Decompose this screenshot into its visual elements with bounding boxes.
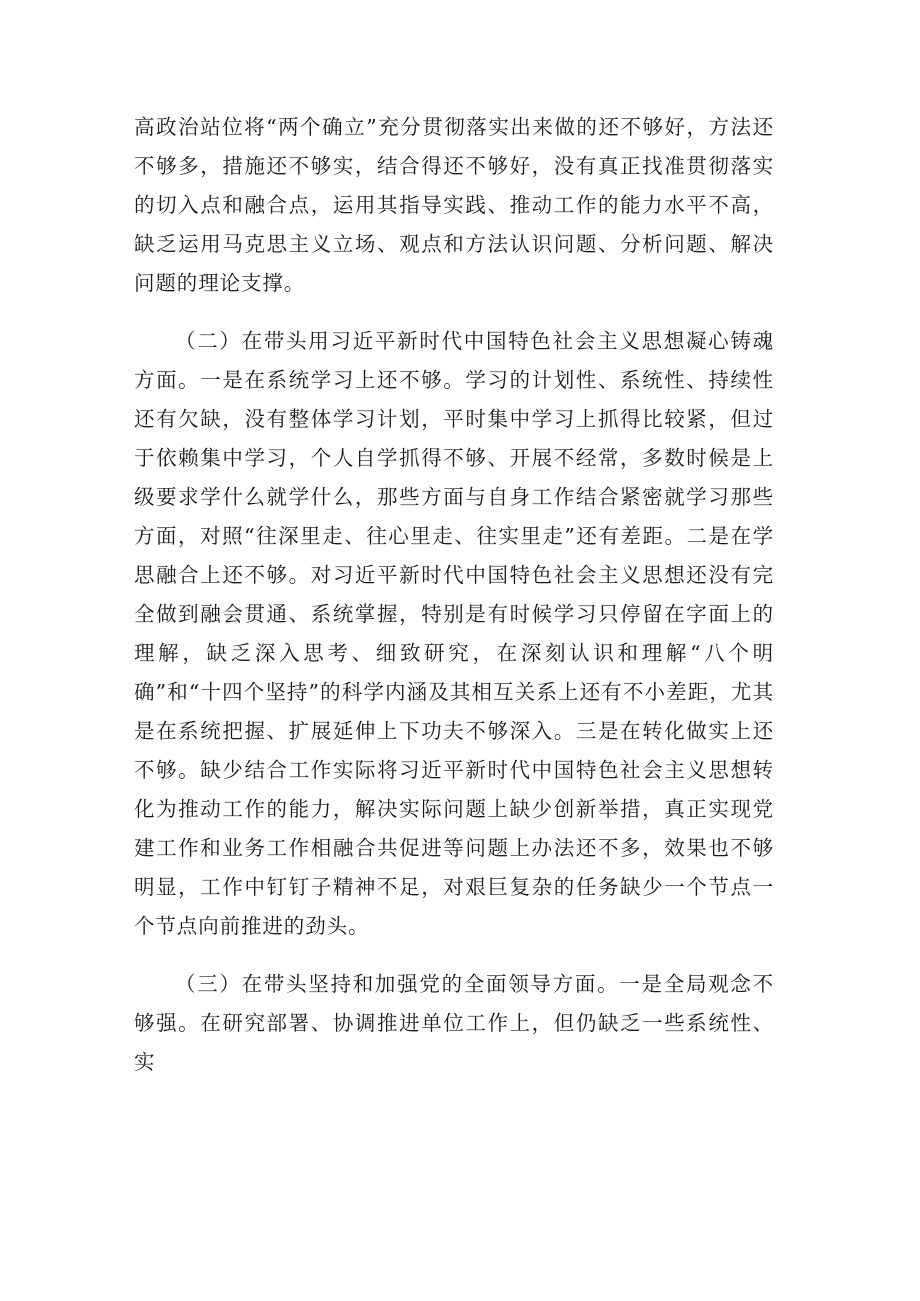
document-body — [134, 108, 774, 1082]
paragraph-section-3: （三）在带头坚持和加强党的全面领导方面。一是全局观念不够强。在研究部署、协调推进单位工作上，但仍缺乏一些系统性、实 — [134, 972, 774, 1074]
paragraph-continued: 高政治站位将“两个确立”充分贯彻落实出来做的还不够好，方法还不够多，措施还不够实，结合得还不够好，没有真正找准贯彻落实的切入点和融合点，运用其指导实践、推动工作的能力水平不高，缺乏运用马克思主义立场、观点和方法认识问题、分析问题、解决问题的理论支撑。 — [134, 115, 774, 295]
paragraph-section-2: （二）在带头用习近平新时代中国特色社会主义思想凝心铸魂方面。一是在系统学习上还不够。学习的计划性、系统性、持续性还有欠缺，没有整体学习计划，平时集中学习上抓得比较紧，但过于依赖集中学习，个人自学抓得不够、开展不经常，多数时候是上级要求学什么就学什么，那些方面与自身工作结合紧密就学习那些方面，对照“往深里走、往心里走、往实里走”还有差距。二是在学思融合上还不够。对习近平新时代中国特色社会主义思想还没有完全做到融会贯通、系统掌握，特别是有时候学习只停留在字面上的理解，缺乏深入思考、细致研究，在深刻认识和理解“八个明确”和“十四个坚持”的科学内涵及其相互关系上还有不小差距，尤其是在系统把握、扩展延伸上下功夫不够深入。三是在转化做实上还不够。缺少结合工作实际将习近平新时代中国特色社会主义思想转化为推动工作的能力，解决实际问题上缺少创新举措，真正实现党建工作和业务工作相融合共促进等问题上办法还不多，效果也不够明显，工作中钉钉子精神不足，对艰巨复杂的任务缺少一个节点一个节点向前推进的劲头。 — [134, 329, 774, 938]
